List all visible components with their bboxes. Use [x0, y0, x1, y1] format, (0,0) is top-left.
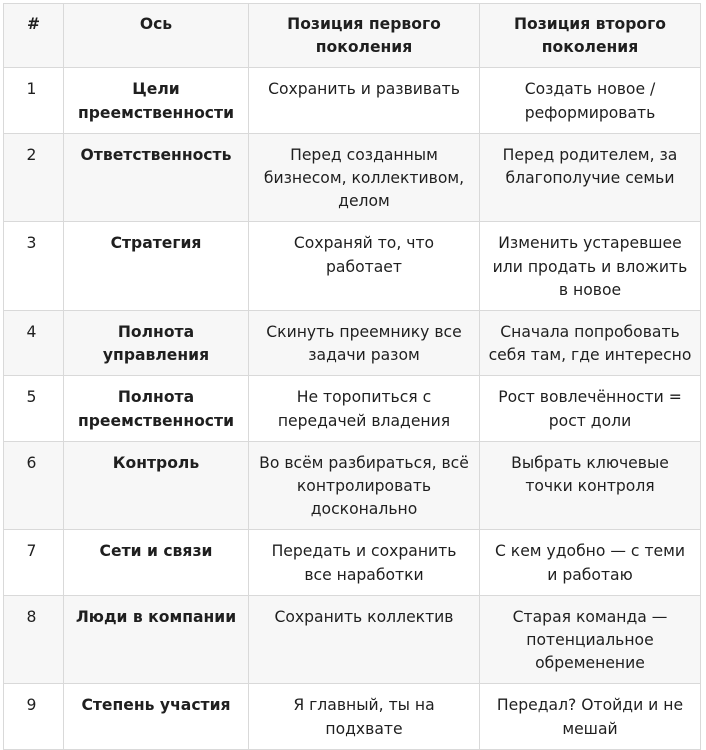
header-axis: Ось: [64, 4, 249, 68]
table-row: [4, 684, 701, 749]
table-row: [4, 222, 701, 311]
row-second-position: Сначала попробовать себя там, где интересно: [480, 311, 701, 376]
row-first-position: Я главный, ты на подхвате: [249, 684, 480, 749]
row-first-position: Перед созданным бизнесом, коллективом, делом: [249, 133, 480, 222]
row-axis: Сети и связи: [64, 530, 249, 595]
row-first-position: Скинуть преемнику все задачи разом: [249, 311, 480, 376]
table-row: [4, 376, 701, 441]
row-number: 8: [4, 595, 64, 684]
row-first-position: Во всём разбираться, всё контролировать досконально: [249, 441, 480, 530]
row-number: 9: [4, 684, 64, 749]
table-row: [4, 595, 701, 684]
row-second-position: С кем удобно — с теми и работаю: [480, 530, 701, 595]
row-number: 3: [4, 222, 64, 311]
row-number: 1: [4, 68, 64, 133]
row-number: 6: [4, 441, 64, 530]
row-axis: Полнота управления: [64, 311, 249, 376]
table-header: [4, 4, 701, 68]
table-row: [4, 68, 701, 133]
header-number: #: [4, 4, 64, 68]
row-first-position: Сохранить коллектив: [249, 595, 480, 684]
header-row: [4, 4, 701, 68]
succession-table: [3, 3, 701, 750]
row-axis: Ответственность: [64, 133, 249, 222]
row-first-position: Передать и сохранить все наработки: [249, 530, 480, 595]
row-number: 2: [4, 133, 64, 222]
row-number: 5: [4, 376, 64, 441]
row-number: 4: [4, 311, 64, 376]
row-axis: Полнота преемственности: [64, 376, 249, 441]
table-row: [4, 133, 701, 222]
header-first-generation: Позиция первого поколения: [249, 4, 480, 68]
row-axis: Контроль: [64, 441, 249, 530]
row-axis: Стратегия: [64, 222, 249, 311]
table-row: [4, 530, 701, 595]
row-axis: Степень участия: [64, 684, 249, 749]
row-second-position: Выбрать ключевые точки контроля: [480, 441, 701, 530]
row-second-position: Рост вовлечённости = рост доли: [480, 376, 701, 441]
row-first-position: Сохранить и развивать: [249, 68, 480, 133]
table-row: [4, 311, 701, 376]
table-body: [4, 68, 701, 749]
table-row: [4, 441, 701, 530]
row-first-position: Сохраняй то, что работает: [249, 222, 480, 311]
row-second-position: Старая команда — потенциальное обременение: [480, 595, 701, 684]
row-number: 7: [4, 530, 64, 595]
row-second-position: Создать новое / реформировать: [480, 68, 701, 133]
row-second-position: Изменить устаревшее или продать и вложить в новое: [480, 222, 701, 311]
row-second-position: Передал? Отойди и не мешай: [480, 684, 701, 749]
header-second-generation: Позиция второго поколения: [480, 4, 701, 68]
row-axis: Цели преемственности: [64, 68, 249, 133]
row-axis: Люди в компании: [64, 595, 249, 684]
row-second-position: Перед родителем, за благополучие семьи: [480, 133, 701, 222]
row-first-position: Не торопиться с передачей владения: [249, 376, 480, 441]
